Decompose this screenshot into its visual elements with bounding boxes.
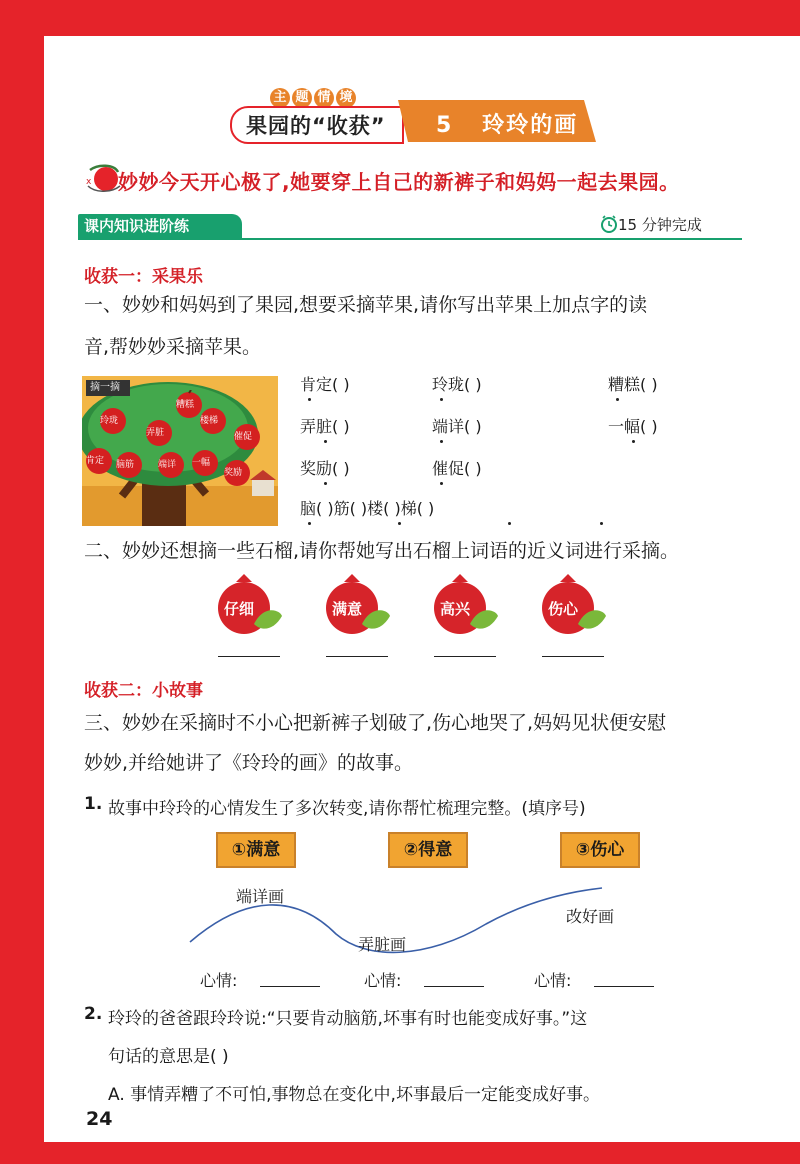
emphasis-dot bbox=[324, 482, 327, 485]
mood-label: 心情: bbox=[364, 971, 402, 990]
lesson-number: 5 bbox=[436, 113, 454, 138]
pinyin-item[interactable]: 催促( ) bbox=[432, 459, 482, 478]
lesson-title bbox=[436, 108, 578, 139]
clock-icon bbox=[600, 214, 618, 234]
apple-word: 弄脏 bbox=[146, 428, 165, 438]
pomegranate-word: 高兴 bbox=[440, 600, 471, 618]
intro-sentence: 妙妙今天开心极了,她要穿上自己的新裤子和妈妈一起去果园。 bbox=[118, 170, 680, 194]
svg-text:x: x bbox=[86, 177, 92, 187]
answer-blank[interactable] bbox=[434, 656, 496, 657]
pinyin-item[interactable]: 一幅( ) bbox=[608, 417, 658, 436]
theme-char: 题 bbox=[292, 88, 312, 108]
subq2-line-2[interactable]: 句话的意思是( ) bbox=[108, 1047, 229, 1067]
pinyin-item[interactable]: 玲珑( ) bbox=[432, 375, 482, 394]
theme-char: 情 bbox=[314, 88, 334, 108]
apple-word: 催促 bbox=[234, 432, 253, 442]
mood-blank[interactable] bbox=[424, 986, 484, 987]
apple-word: 一幅 bbox=[192, 458, 211, 468]
apple-word: 玲珑 bbox=[100, 416, 119, 426]
apple bbox=[98, 406, 128, 438]
page-number: 24 bbox=[86, 1108, 113, 1130]
mood-option: ②得意 bbox=[388, 832, 468, 868]
apple-swirl-icon bbox=[84, 162, 122, 194]
pomegranate bbox=[538, 574, 608, 638]
stage-label: 端详画 bbox=[236, 887, 285, 906]
q3-line-1: 三、妙妙在采摘时不小心把新裤子划破了,伤心地哭了,妈妈见状便安慰 bbox=[84, 712, 667, 734]
theme-char: 境 bbox=[336, 88, 356, 108]
emphasis-dot bbox=[398, 522, 401, 525]
apple-word: 端详 bbox=[158, 460, 177, 470]
option-a: A. 事情弄糟了不可怕,事物总在变化中,坏事最后一定能变成好事。 bbox=[108, 1085, 600, 1105]
emphasis-dot bbox=[616, 398, 619, 401]
page-sheet bbox=[44, 36, 800, 1142]
apple-tree-image bbox=[82, 376, 278, 526]
subq2-line-1: 玲玲的爸爸跟玲玲说:“只要肯动脑筋,坏事有时也能变成好事。”这 bbox=[108, 1009, 588, 1029]
q3-line-2: 妙妙,并给她讲了《玲玲的画》的故事。 bbox=[84, 752, 414, 774]
emphasis-dot bbox=[308, 398, 311, 401]
stage-label: 改好画 bbox=[566, 907, 615, 926]
pinyin-item[interactable]: 弄脏( ) bbox=[300, 417, 350, 436]
pomegranate-word: 仔细 bbox=[224, 600, 255, 618]
image-tag: 摘一摘 bbox=[90, 382, 120, 393]
section-title: 课内知识进阶练 bbox=[78, 214, 242, 238]
pomegranate-word: 满意 bbox=[332, 600, 363, 618]
theme-char: 主 bbox=[270, 88, 290, 108]
apple bbox=[84, 446, 114, 478]
pomegranate bbox=[430, 574, 500, 638]
emphasis-dot bbox=[324, 440, 327, 443]
pinyin-item[interactable]: 脑( )筋( )楼( )梯( ) bbox=[300, 499, 435, 518]
pomegranate bbox=[322, 574, 392, 638]
theme-badge bbox=[270, 88, 356, 108]
emphasis-dot bbox=[440, 440, 443, 443]
pomegranate bbox=[214, 574, 284, 638]
lesson-name: 玲玲的画 bbox=[482, 113, 579, 138]
emphasis-dot bbox=[440, 398, 443, 401]
pomegranate-word: 伤心 bbox=[548, 600, 579, 618]
harvest2-title: 收获二：小故事 bbox=[84, 681, 203, 701]
mood-label: 心情: bbox=[200, 971, 238, 990]
emphasis-dot bbox=[440, 482, 443, 485]
emphasis-dot bbox=[508, 522, 511, 525]
apple-word: 奖励 bbox=[224, 468, 243, 478]
banner-left-title: 果园的“收获” bbox=[246, 114, 386, 138]
emphasis-dot bbox=[632, 440, 635, 443]
apple bbox=[114, 450, 144, 482]
q2-text: 二、妙妙还想摘一些石榴,请你帮她写出石榴上词语的近义词进行采摘。 bbox=[84, 540, 680, 562]
apple-word: 糟糕 bbox=[176, 400, 195, 410]
emphasis-dot bbox=[308, 522, 311, 525]
emphasis-dot bbox=[600, 522, 603, 525]
mood-option: ①满意 bbox=[216, 832, 296, 868]
pinyin-item[interactable]: 糟糕( ) bbox=[608, 375, 658, 394]
apple bbox=[232, 422, 262, 454]
subq2-number: 2. bbox=[84, 1004, 103, 1024]
mood-blank[interactable] bbox=[594, 986, 654, 987]
answer-blank[interactable] bbox=[326, 656, 388, 657]
q1-line-1: 一、妙妙和妈妈到了果园,想要采摘苹果,请你写出苹果上加点字的读 bbox=[84, 294, 648, 316]
apple bbox=[156, 450, 186, 482]
pinyin-item[interactable]: 奖励( ) bbox=[300, 459, 350, 478]
apple bbox=[222, 458, 252, 490]
timer-label: 15 分钟完成 bbox=[618, 216, 702, 234]
frame-bottom-border bbox=[0, 1142, 800, 1164]
mood-blank[interactable] bbox=[260, 986, 320, 987]
section-divider bbox=[78, 238, 742, 240]
frame-left-border bbox=[0, 0, 44, 1164]
stage-label: 弄脏画 bbox=[358, 935, 407, 954]
mood-label: 心情: bbox=[534, 971, 572, 990]
apple bbox=[144, 418, 174, 450]
answer-blank[interactable] bbox=[542, 656, 604, 657]
pinyin-item[interactable]: 肯定( ) bbox=[300, 375, 350, 394]
answer-blank[interactable] bbox=[218, 656, 280, 657]
q1-line-2: 音,帮妙妙采摘苹果。 bbox=[84, 336, 262, 358]
mood-option: ③伤心 bbox=[560, 832, 640, 868]
apple-word: 楼梯 bbox=[200, 416, 219, 426]
apple bbox=[198, 406, 228, 438]
subq1-text: 故事中玲玲的心情发生了多次转变,请你帮忙梳理完整。(填序号) bbox=[108, 799, 586, 819]
frame-top-border bbox=[0, 0, 800, 36]
harvest1-title: 收获一：采果乐 bbox=[84, 267, 203, 287]
pinyin-item[interactable]: 端详( ) bbox=[432, 417, 482, 436]
apple-word: 肯定 bbox=[86, 456, 105, 466]
subq1-number: 1. bbox=[84, 794, 103, 814]
apple-word: 脑筋 bbox=[116, 460, 135, 470]
apple bbox=[190, 448, 220, 480]
